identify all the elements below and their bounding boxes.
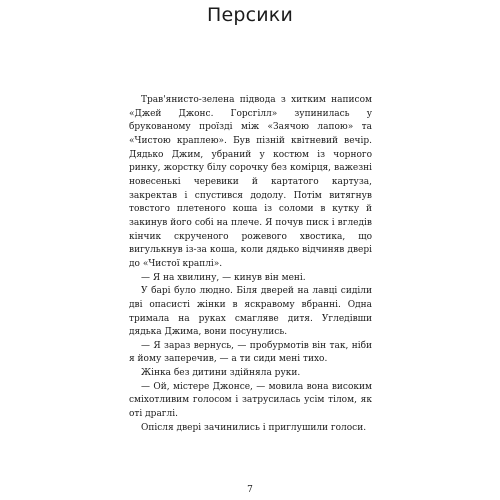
paragraph: — Я на хвилину, — кинув він мені. xyxy=(141,272,306,283)
page-number: 7 xyxy=(247,485,253,495)
paragraph: У барі було людно. Біля дверей на лавці сиділи дві опасисті жінки в яскравому вбранні. Одна тримала на руках смагляве дитя. Угледівши дядька Джима, вони посунулись. xyxy=(129,286,372,338)
paragraph: Трав'янисто-зелена підвода з хитким написом «Джей Джонс. Горсгілл» зупинилась у брукованому проїзді між «Заячою лапою» та «Чистою краплею». Був пізній квітневий вечір. Дядько Джим, убраний у костюм із чорного ринку, жорстку білу сорочку без комірця, важезні новесенькі черевики й картатого картуза, закректав і спустився додолу. Потім витягнув товстого плетеного коша із соломи в кутку й закинув його собі на плече. Я почув писк і вгледів кінчик скрученого рожевого хвостика, що вигулькнув із-за коша, коли дядько відчиняв двері до «Чистої краплі». xyxy=(129,95,372,269)
chapter-title: Персики xyxy=(206,4,294,26)
paragraph: Опісля двері зачинились і приглушили голоси. xyxy=(141,422,367,433)
chapter-body xyxy=(129,94,372,435)
paragraph: — Ой, містере Джонсе, — мовила вона високим сміхотливим голосом і затрусилась усім тілом, як оті драглі. xyxy=(129,381,372,420)
paragraph: Жінка без дитини здійняла руки. xyxy=(141,368,301,379)
paragraph: — Я зараз вернусь, — пробурмотів він так, ніби я йому заперечив, — а ти сиди мені тихо. xyxy=(129,340,372,365)
